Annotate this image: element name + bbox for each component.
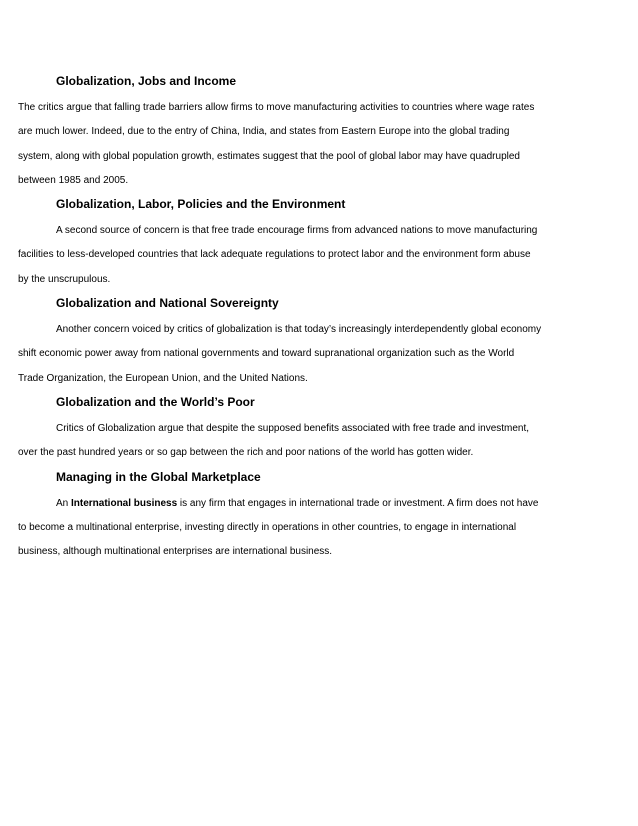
body-rest-text: is any firm that engages in international trade or investment. A firm does not have to become a multinational enterprise, investing directly in operations in other countries, to engage in international business, although multinational enterprises are international business. <box>18 497 539 558</box>
section-heading-labor-environment: Globalization, Labor, Policies and the Environment <box>56 197 346 212</box>
body-prefix-text: An <box>56 497 72 509</box>
section-heading-jobs-income: Globalization, Jobs and Income <box>56 74 237 88</box>
section-heading-global-marketplace: Managing in the Global Marketplace <box>56 469 261 484</box>
section-heading-worlds-poor: Globalization and the World’s Poor <box>56 394 255 409</box>
document-page <box>18 72 542 566</box>
section-body-labor-environment: A second source of concern is that free trade encourage firms from advanced nations to move manufacturing facilities to less-developed countries that lack adequate regulations to protect labor and the environment form abuse by the unscrupulous. <box>18 225 538 285</box>
section-body-jobs-income: The critics argue that falling trade barriers allow firms to move manufacturing activities to countries where wage rates are much lower. Indeed, due to the entry of China, India, and states from Eastern Europe into the global trading system, along with global population growth, estimates suggest that the pool of global labor may have quadrupled between 1985 and 2005. <box>18 102 535 186</box>
international-business-term: International business <box>71 497 178 509</box>
section-body-global-marketplace <box>18 492 542 565</box>
section-heading-national-sovereignty: Globalization and National Sovereignty <box>56 296 279 311</box>
section-body-national-sovereignty: Another concern voiced by critics of globalization is that today’s increasingly interdependently global economy shift economic power away from national governments and toward supranational organization such as the World Trade Organization, the European Union, and the United Nations. <box>18 324 542 384</box>
section-body-worlds-poor: Critics of Globalization argue that despite the supposed benefits associated with free trade and investment, over the past hundred years or so gap between the rich and poor nations of the world has gotten wider. <box>18 422 530 459</box>
